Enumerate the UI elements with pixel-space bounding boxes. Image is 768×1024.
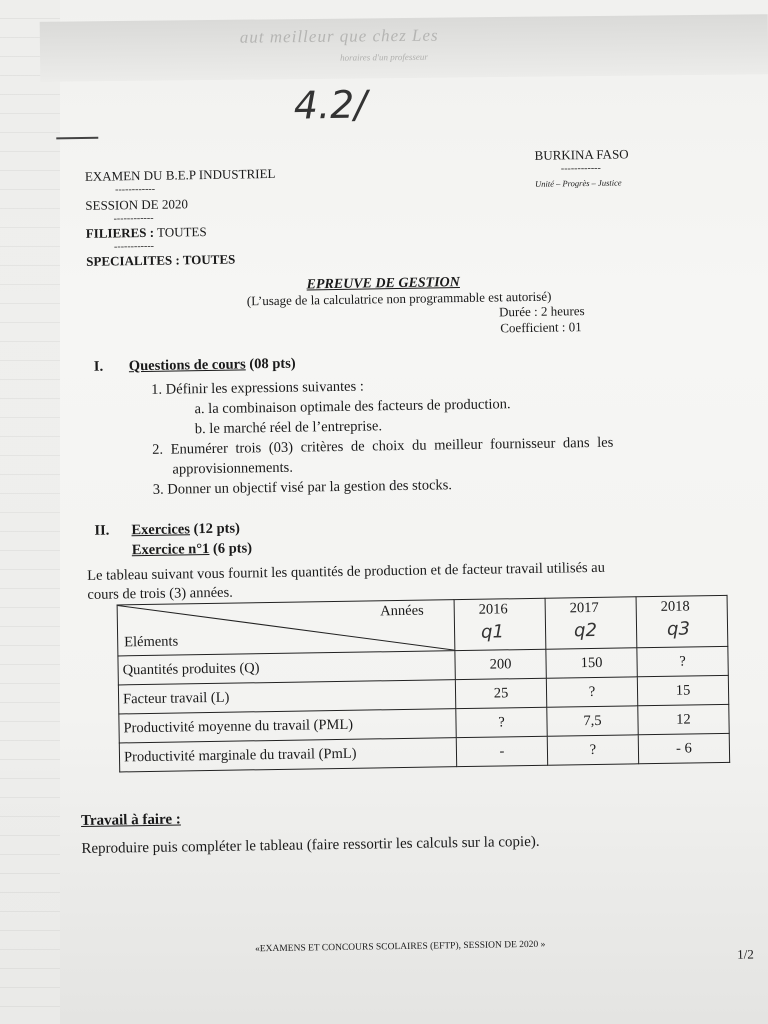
section-2-points: (12 pts) xyxy=(193,520,241,538)
exercise-1-points: (6 pts) xyxy=(212,540,253,557)
calculator-note: (L’usage de la calculatrice non programmable est autorisé) xyxy=(246,288,552,309)
separator: ------------ xyxy=(113,240,155,253)
year-handwritten-mark: q1 xyxy=(480,621,505,643)
table-cell: 200 xyxy=(455,649,546,679)
bleed-through-text: aut meilleur que chez Les xyxy=(239,25,439,47)
year-header xyxy=(454,598,546,650)
row-label: Quantités produites (Q) xyxy=(118,651,455,685)
year-label: 2017 xyxy=(569,599,599,617)
country-name: BURKINA FASO xyxy=(534,146,629,163)
bleed-through-text-small: horaires d'un professeur xyxy=(340,51,428,63)
row-label: Productivité marginale du travail (PmL) xyxy=(119,738,456,772)
row-label: Facteur travail (L) xyxy=(118,680,455,714)
row-label: Productivité moyenne du travail (PML) xyxy=(119,709,456,743)
epreuve-title: EPREUVE DE GESTION xyxy=(306,275,460,293)
exercise-intro-cont: cours de trois (3) années. xyxy=(87,584,233,603)
country-separator: ------------ xyxy=(560,162,601,175)
margin-mark xyxy=(56,137,98,139)
table-cell: 150 xyxy=(546,648,637,678)
year-header xyxy=(636,595,728,647)
table-cell: 7,5 xyxy=(547,706,638,736)
coefficient: Coefficient : 01 xyxy=(500,319,582,336)
corner-elements-label: Eléments xyxy=(124,633,179,651)
question-2-cont: approvisionnements. xyxy=(172,459,294,478)
section-1-numeral: I. xyxy=(93,358,104,375)
page-number: 1/2 xyxy=(737,946,754,962)
session-label: SESSION DE 2020 xyxy=(85,196,189,213)
footer-text: «EXAMENS ET CONCOURS SCOLAIRES (EFTP), SESSION DE 2020 » xyxy=(254,939,546,955)
filieres-label: FILIERES : xyxy=(85,224,155,241)
production-table xyxy=(117,595,731,773)
table-cell: 15 xyxy=(637,675,728,705)
national-motto: Unité – Progrès – Justice xyxy=(534,177,622,189)
question-1a: a. la combinaison optimale des facteurs de production. xyxy=(194,396,511,418)
table-cell: - xyxy=(456,736,547,766)
task-title: Travail à faire : xyxy=(80,811,181,830)
duration: Durée : 2 heures xyxy=(498,303,585,320)
exercise-intro: Le tableau suivant vous fournit les quantités de production et de facteur travail utilisés au xyxy=(87,559,606,584)
question-1: 1. Définir les expressions suivantes : xyxy=(151,378,364,398)
corner-years-label: Années xyxy=(380,602,424,620)
filieres-value: TOUTES xyxy=(156,224,207,240)
table-cell: 12 xyxy=(638,704,729,734)
table-cell: ? xyxy=(547,735,638,765)
table-cell: ? xyxy=(546,677,637,707)
section-2-title: Exercices xyxy=(131,521,191,539)
section-1-title: Questions de cours xyxy=(128,356,246,375)
exercise-1-title: Exercice n°1 xyxy=(131,541,210,559)
task-text: Reproduire puis compléter le tableau (faire ressortir les calculs sur la copie). xyxy=(81,833,540,858)
section-1-points: (08 pts) xyxy=(249,355,296,373)
table-header-row xyxy=(117,595,728,656)
question-3: 3. Donner un objectif visé par la gestion des stocks. xyxy=(152,477,453,498)
table-cell: ? xyxy=(456,707,547,737)
question-1b: b. le marché réel de l’entreprise. xyxy=(194,418,383,438)
table-cell: 25 xyxy=(455,678,546,708)
year-label: 2018 xyxy=(660,598,690,615)
separator: ------------ xyxy=(113,212,154,225)
exam-title: EXAMEN DU B.E.P INDUSTRIEL xyxy=(84,165,276,184)
table-cell: - 6 xyxy=(638,733,729,763)
year-label: 2016 xyxy=(478,601,508,618)
year-header xyxy=(545,597,637,649)
separator: ------------ xyxy=(115,183,156,196)
year-handwritten-mark: q2 xyxy=(573,619,598,642)
specialites-label: SPECIALITES : TOUTES xyxy=(86,251,236,269)
question-2: 2. Enumérer trois (03) critères de choix du meilleur fournisseur dans les xyxy=(152,434,614,458)
year-handwritten-mark: q3 xyxy=(666,618,691,640)
section-2-numeral: II. xyxy=(94,522,110,539)
table-corner-cell xyxy=(117,600,455,656)
handwritten-number: 4.2/ xyxy=(293,82,368,128)
table-cell: ? xyxy=(637,646,728,676)
